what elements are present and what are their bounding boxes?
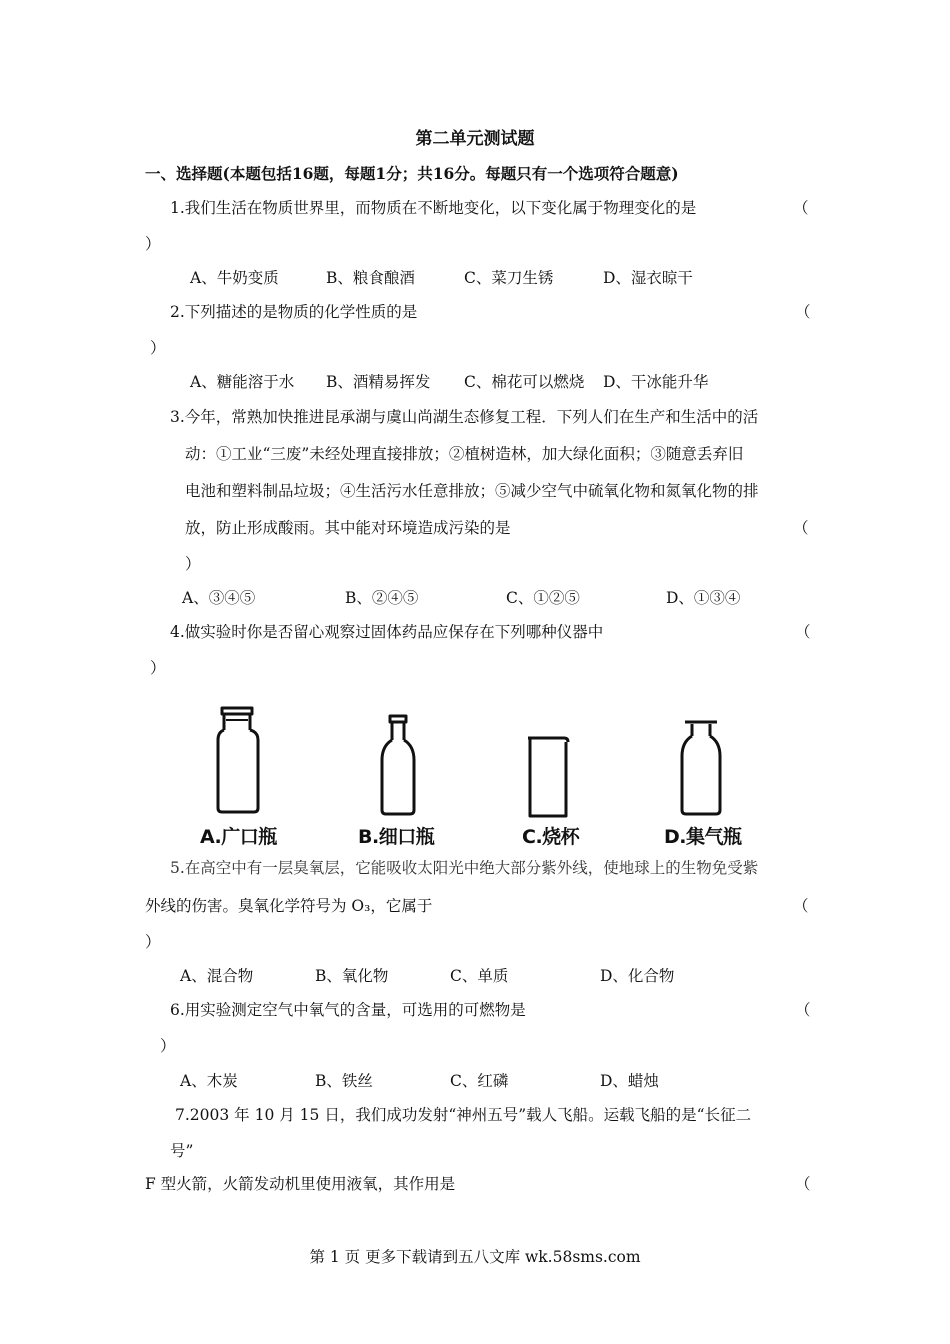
q5-option-c: C、单质 bbox=[450, 967, 509, 985]
q1-option-b: B、粮食酿酒 bbox=[326, 269, 415, 287]
caption-gas-collecting-bottle: D.集气瓶 bbox=[664, 826, 742, 848]
answer-paren-close: ） bbox=[150, 339, 166, 357]
question-1-stem: 1.我们生活在物质世界里，而物质在不断地变化，以下变化属于物理变化的是 bbox=[170, 199, 697, 217]
q6-option-b: B、铁丝 bbox=[315, 1072, 373, 1090]
q5-option-b: B、氧化物 bbox=[315, 967, 389, 985]
answer-paren-close: ） bbox=[145, 235, 161, 253]
q2-option-d: D、干冰能升华 bbox=[603, 373, 709, 391]
question-3-line-3: 电池和塑料制品垃圾；④生活污水任意排放；⑤减少空气中硫氧化物和氮氧化物的排 bbox=[185, 482, 759, 500]
question-7-line-2: 号” bbox=[170, 1142, 194, 1160]
section-header: 一、选择题(本题包括16题，每题1分；共16分。每题只有一个选项符合题意) bbox=[145, 164, 679, 183]
q5-option-a: A、混合物 bbox=[180, 967, 254, 985]
question-7-line-1: 7.2003 年 10 月 15 日，我们成功发射“神州五号”载人飞船。运载飞船的是“长征二 bbox=[175, 1106, 752, 1124]
gas-collecting-bottle-icon bbox=[682, 722, 720, 814]
q3-option-d: D、①③④ bbox=[666, 589, 741, 607]
caption-wide-mouth-bottle: A.广口瓶 bbox=[200, 826, 277, 848]
q3-option-c: C、①②⑤ bbox=[506, 589, 580, 607]
question-2-stem: 2.下列描述的是物质的化学性质的是 bbox=[170, 303, 418, 321]
narrow-mouth-bottle-icon bbox=[382, 716, 414, 814]
question-3-line-2: 动：①工业“三废”未经处理直接排放；②植树造林，加大绿化面积；③随意丢弃旧 bbox=[185, 445, 744, 463]
q3-option-b: B、②④⑤ bbox=[345, 589, 419, 607]
beaker-icon bbox=[528, 738, 568, 816]
answer-paren-close: ） bbox=[185, 555, 201, 573]
question-3-line-4: 放，防止形成酸雨。其中能对环境造成污染的是 bbox=[185, 519, 511, 537]
q5-option-d: D、化合物 bbox=[600, 967, 675, 985]
answer-paren-open: （ bbox=[793, 897, 809, 915]
answer-paren-open: （ bbox=[795, 303, 811, 321]
wide-mouth-bottle-icon bbox=[218, 708, 258, 812]
q2-option-c: C、棉花可以燃烧 bbox=[464, 373, 585, 391]
caption-narrow-mouth-bottle: B.细口瓶 bbox=[358, 826, 435, 848]
answer-paren-open: （ bbox=[795, 623, 811, 641]
answer-paren-open: （ bbox=[793, 519, 809, 537]
q1-option-d: D、湿衣晾干 bbox=[603, 269, 693, 287]
page-title: 第二单元测试题 bbox=[415, 129, 535, 149]
answer-paren-close: ） bbox=[150, 659, 166, 677]
q1-option-c: C、菜刀生锈 bbox=[464, 269, 554, 287]
question-6-stem: 6.用实验测定空气中氧气的含量，可选用的可燃物是 bbox=[170, 1001, 526, 1019]
question-5-line-2: 外线的伤害。臭氧化学符号为 O₃，它属于 bbox=[145, 897, 433, 915]
q1-option-a: A、牛奶变质 bbox=[190, 269, 279, 287]
answer-paren-close: ） bbox=[145, 933, 161, 951]
question-7-line-3: F 型火箭，火箭发动机里使用液氧，其作用是 bbox=[145, 1175, 456, 1193]
answer-paren-open: （ bbox=[795, 1175, 811, 1193]
answer-paren-open: （ bbox=[795, 1001, 811, 1019]
q3-option-a: A、③④⑤ bbox=[182, 589, 256, 607]
apparatus-figure bbox=[170, 700, 810, 860]
question-3-line-1: 3.今年，常熟加快推进昆承湖与虞山尚湖生态修复工程．下列人们在生产和生活中的活 bbox=[170, 408, 759, 426]
q2-option-a: A、糖能溶于水 bbox=[190, 373, 295, 391]
question-5-line-1: 5.在高空中有一层臭氧层，它能吸收太阳光中绝大部分紫外线，使地球上的生物免受紫 bbox=[170, 859, 759, 877]
q6-option-a: A、木炭 bbox=[180, 1072, 238, 1090]
question-4-stem: 4.做实验时你是否留心观察过固体药品应保存在下列哪种仪器中 bbox=[170, 623, 604, 641]
answer-paren-open: （ bbox=[793, 199, 809, 217]
q2-option-b: B、酒精易挥发 bbox=[326, 373, 431, 391]
q6-option-c: C、红磷 bbox=[450, 1072, 509, 1090]
page-footer: 第 1 页 更多下载请到五八文库 wk.58sms.com bbox=[309, 1248, 641, 1266]
q6-option-d: D、蜡烛 bbox=[600, 1072, 659, 1090]
caption-beaker: C.烧杯 bbox=[522, 826, 580, 848]
answer-paren-close: ） bbox=[160, 1037, 176, 1055]
